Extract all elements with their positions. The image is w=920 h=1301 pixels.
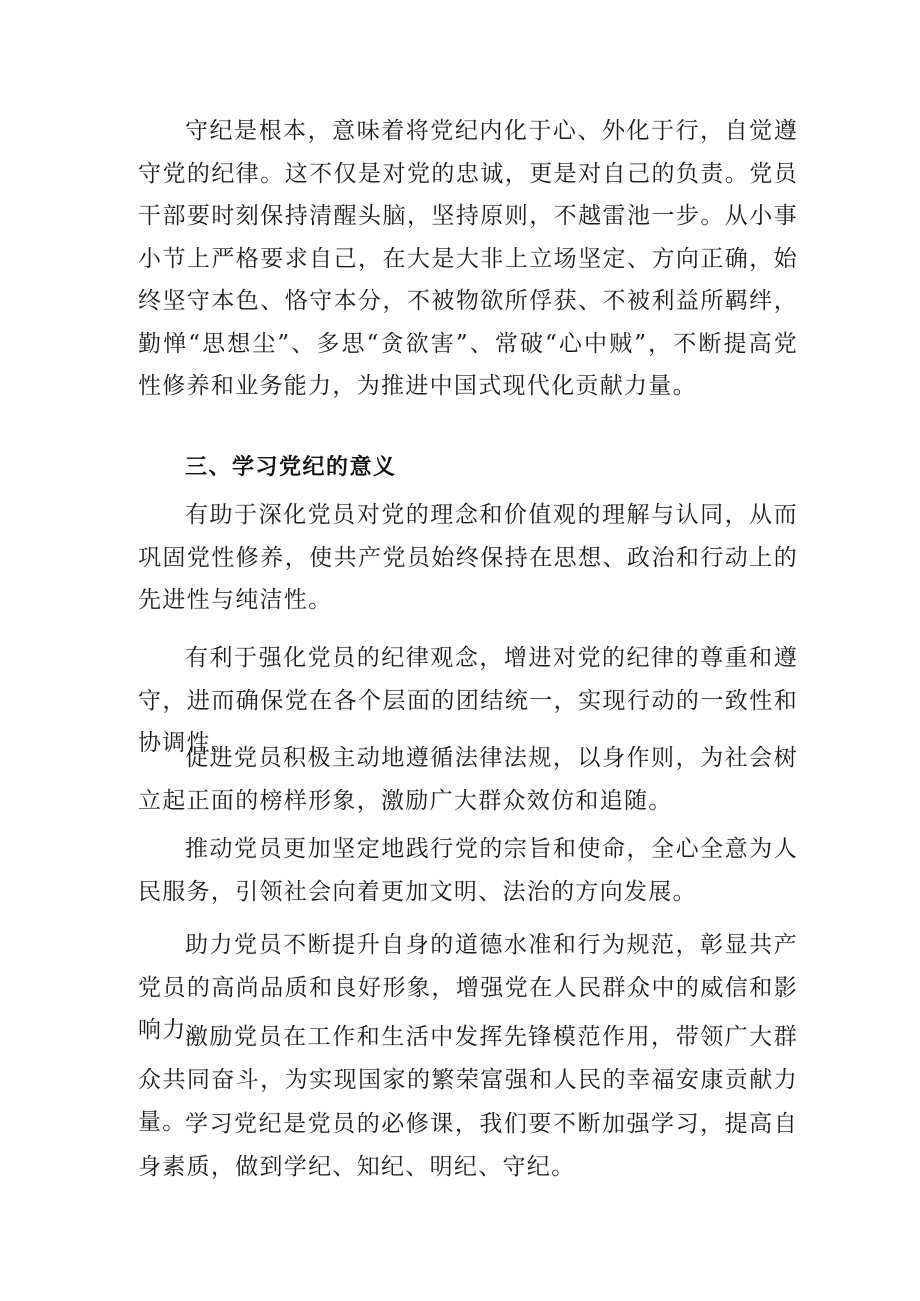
paragraph-significance-6: 激励党员在工作和生活中发挥先锋模范作用，带领广大群众共同奋斗，为实现国家的繁荣富强和人民的幸福安康贡献力量。: [138, 1024, 798, 1135]
paragraph-discipline-fundamental: 守纪是根本，意味着将党纪内化于心、外化于行，自觉遵守党的纪律。这不仅是对党的忠诚，更是对自己的负责。党员干部要时刻保持清醒头脑，坚持原则，不越雷池一步。从小事小节上严格要求自己，在大是大非上立场坚定、方向正确，始终坚守本色、恪守本分，不被物欲所俘获、不被利益所羁绊，勤惮“思想尘”、多思“贪欲害”、常破“心中贼”，不断提高党性修养和业务能力，为推进中国式现代化贡献力量。: [138, 118, 798, 399]
paragraph-significance-3: 促进党员积极主动地遵循法律法规，以身作则，为社会树立起正面的榜样形象，激励广大群众效仿和追随。: [138, 745, 798, 814]
paragraph-significance-2: 有利于强化党员的纪律观念，增进对党的纪律的尊重和遵守，进而确保党在各个层面的团结统一，实现行动的一致性和协调性。: [138, 645, 798, 756]
paragraph-conclusion: 学习党纪是党员的必修课，我们要不断加强学习，提高自身素质，做到学纪、知纪、明纪、守纪。: [138, 1111, 798, 1180]
paragraph-significance-1: 有助于深化党员对党的理念和价值观的理解与认同，从而巩固党性修养，使共产党员始终保持在思想、政治和行动上的先进性与纯洁性。: [138, 502, 798, 613]
paragraph-significance-5: 助力党员不断提升自身的道德水准和行为规范，彰显共产党员的高尚品质和良好形象，增强党在人民群众中的威信和影响力。: [138, 932, 798, 1043]
section-heading-significance: 三、学习党纪的意义: [185, 455, 397, 480]
paragraph-significance-4: 推动党员更加坚定地践行党的宗旨和使命，全心全意为人民服务，引领社会向着更加文明、法治的方向发展。: [138, 836, 798, 905]
